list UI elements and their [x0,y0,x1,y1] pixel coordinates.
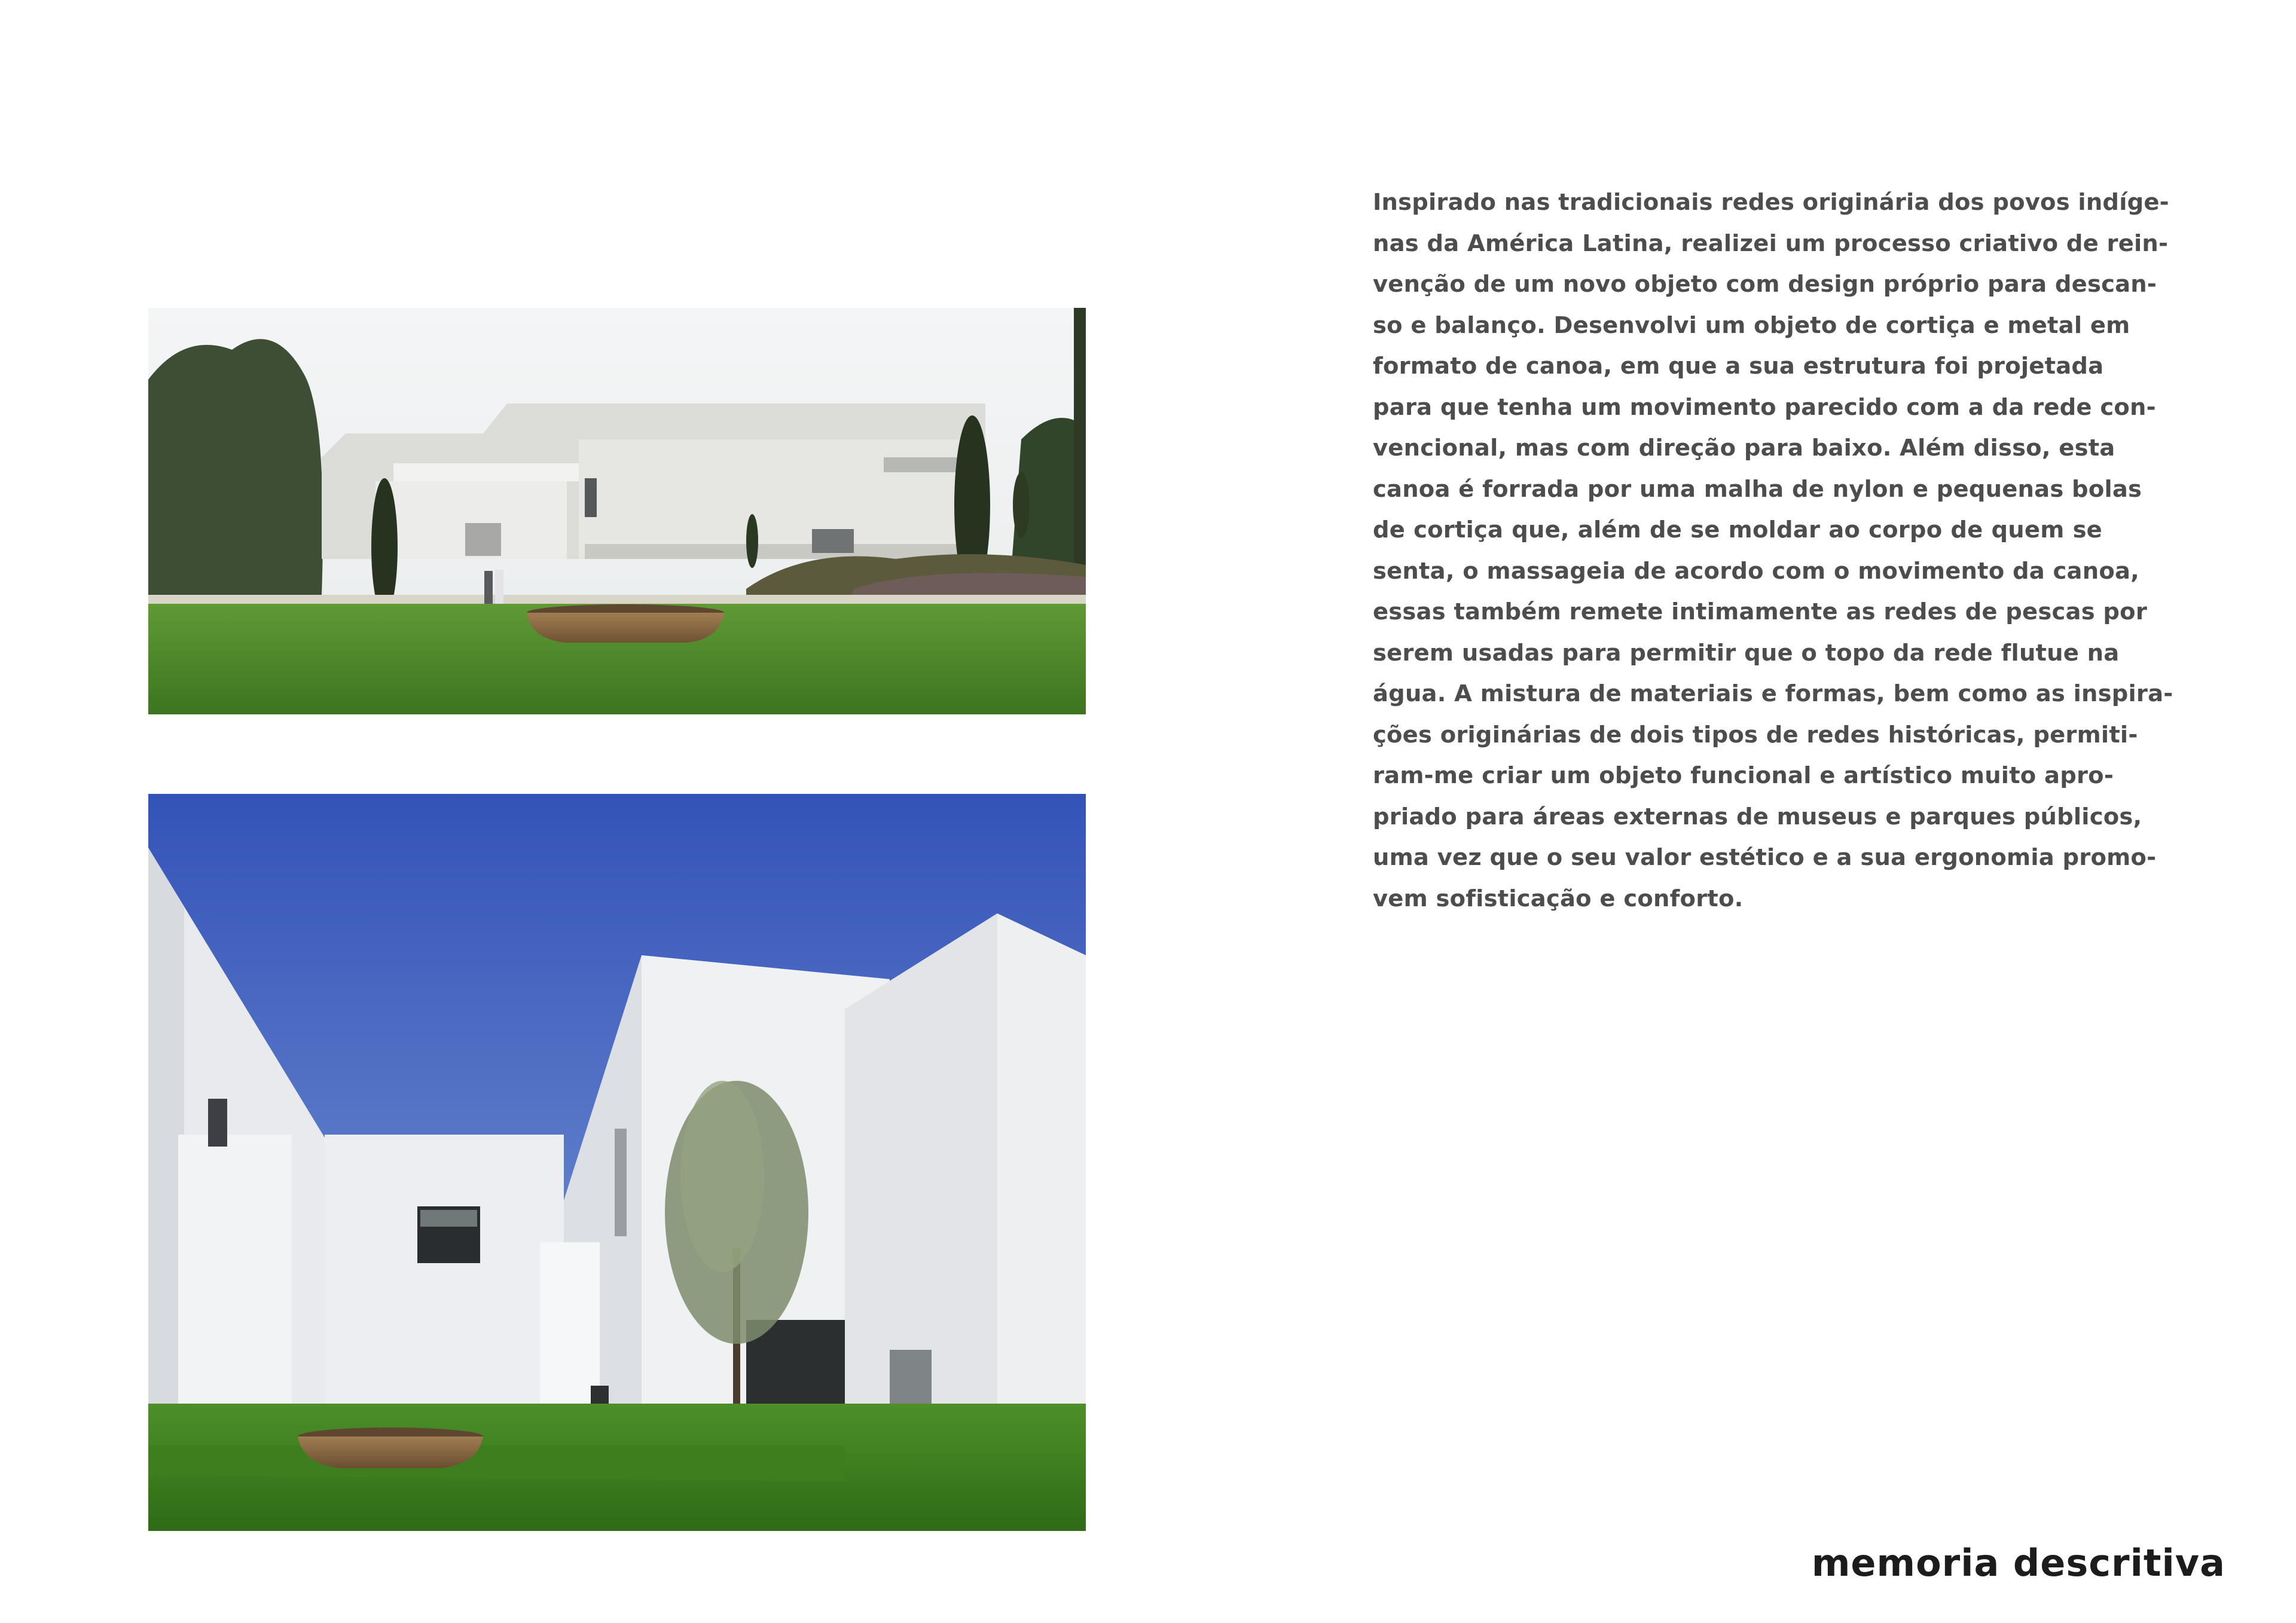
description-line: so e balanço. Desenvolvi um objeto de cortiça e metal em [1373,311,2130,339]
description-line: formato de canoa, em que a sua estrutura foi projetada [1373,353,2104,380]
description-line: serem usadas para permitir que o topo da rede flutue na [1373,639,2120,667]
description-line: para que tenha um movimento parecido com a da rede con- [1373,393,2156,421]
description-line: Inspirado nas tradicionais redes originária dos povos indíge- [1373,189,2169,216]
description-line: ram-me criar um objeto funcional e artístico muito apro- [1373,762,2114,789]
photo-museum-garden [148,308,1086,714]
description-line: uma vez que o seu valor estético e a sua ergonomia promo- [1373,844,2157,871]
page-title: memoria descritiva [1811,1541,2225,1585]
description-line: nas da América Latina, realizei um processo criativo de rein- [1373,230,2169,257]
museum-garden-illustration [148,308,1086,714]
white-courtyard-illustration [148,794,1086,1531]
description-line: vem sofisticação e conforto. [1373,885,1744,912]
description-line: água. A mistura de materiais e formas, bem como as inspira- [1373,680,2173,707]
description-line: venção de um novo objeto com design próprio para descan- [1373,271,2157,298]
description-line: de cortiça que, além de se moldar ao corpo de quem se [1373,516,2102,543]
photo-white-courtyard [148,794,1086,1531]
description-line: essas também remete intimamente as redes de pescas por [1373,598,2148,625]
description-line: vencional, mas com direção para baixo. Além disso, esta [1373,435,2115,461]
description-line: ções originárias de dois tipos de redes históricas, permiti- [1373,721,2138,748]
description-text [1373,182,2173,919]
description-line: priado para áreas externas de museus e parques públicos, [1373,803,2142,830]
description-line: canoa é forrada por uma malha de nylon e pequenas bolas [1373,475,2142,503]
description-line: senta, o massageia de acordo com o movimento da canoa, [1373,557,2139,585]
